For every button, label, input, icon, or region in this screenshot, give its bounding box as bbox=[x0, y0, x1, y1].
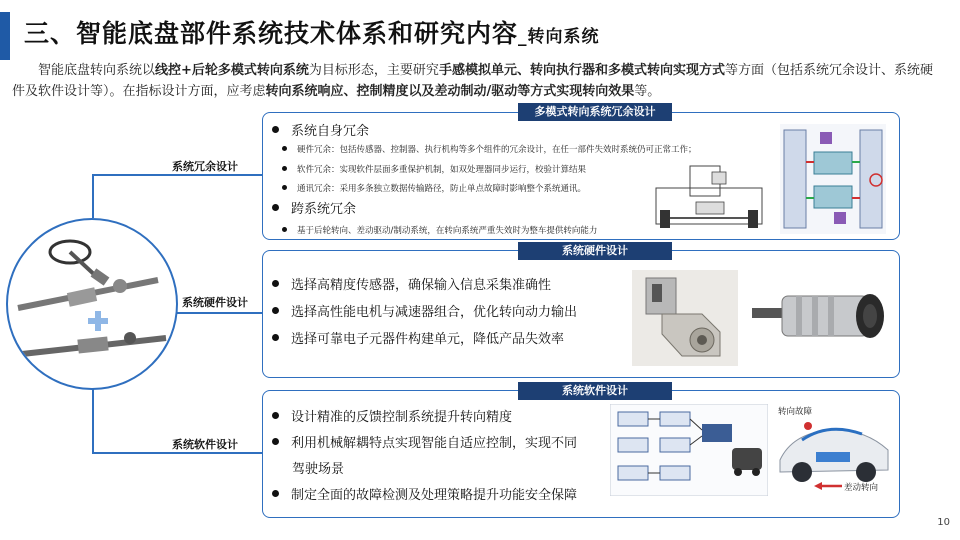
software-bullet-3-text: 制定全面的故障检测及处理策略提升功能安全保障 bbox=[291, 488, 578, 503]
software-bullet-2-text: 利用机械解耦特点实现智能自适应控制，实现不同 bbox=[291, 436, 578, 451]
redundancy-architecture-diagram bbox=[650, 158, 768, 232]
page-title bbox=[24, 14, 600, 50]
redundancy-item-software bbox=[282, 163, 586, 175]
redundancy-bullet-self bbox=[272, 120, 369, 139]
hardware-bullet-3-text: 选择可靠电子元器件构建单元，降低产品失效率 bbox=[291, 332, 565, 347]
rear-steering-rack-icon bbox=[22, 332, 166, 354]
redundancy-bullet-cross bbox=[272, 198, 356, 217]
steering-rack-icon bbox=[18, 279, 158, 308]
hardware-bullet-2-text: 选择高性能电机与减速器组合，优化转向动力输出 bbox=[291, 305, 578, 320]
car-label-fault: 转向故障 bbox=[778, 407, 813, 417]
redundancy-item-communication-text: 通讯冗余：采用多条独立数据传输路径，防止单点故障时影响整个系统通讯。 bbox=[297, 184, 587, 194]
intro-bold-3: 转向系统响应、控制精度以及差动制动/驱动等方式实现转向效果 bbox=[265, 84, 635, 99]
hardware-bullet-1 bbox=[272, 274, 551, 293]
intro-paragraph bbox=[12, 60, 942, 102]
intro-text-4: 等。 bbox=[634, 84, 661, 99]
hardware-bullet-1-text: 选择高精度传感器，确保输入信息采集准确性 bbox=[291, 278, 552, 293]
software-bullet-1 bbox=[272, 406, 512, 425]
page-title-suffix: _转向系统 bbox=[518, 27, 600, 47]
intro-text-2: 为目标形态，主要研究 bbox=[308, 63, 439, 78]
redundancy-item-hardware bbox=[282, 143, 697, 155]
redundancy-schematic-diagram bbox=[780, 124, 886, 234]
panel-redundancy-title: 多模式转向系统冗余设计 bbox=[518, 103, 672, 121]
redundancy-bullet-self-text: 系统自身冗余 bbox=[291, 124, 370, 139]
redundancy-item-cross bbox=[282, 224, 597, 236]
intro-text-3: 等方面（包括系统冗余设计、系统硬件及软件设计等）。在指标设计方面，应考虑 bbox=[12, 63, 933, 99]
intro-bold-1: 线控+后轮多模式转向系统 bbox=[155, 63, 309, 78]
hardware-bullet-3 bbox=[272, 328, 564, 347]
panel-software-title: 系统软件设计 bbox=[518, 382, 672, 400]
car-label-diff: 差动转向 bbox=[844, 483, 879, 493]
redundancy-item-hardware-text: 硬件冗余：包括传感器、控制器、执行机构等多个组件的冗余设计，在任一部件失效时系统仍可正常工作； bbox=[297, 145, 697, 155]
car-steering-illustration bbox=[772, 400, 896, 498]
branch-software bbox=[92, 452, 262, 454]
panel-hardware-title: 系统硬件设计 bbox=[518, 242, 672, 260]
hardware-bullet-2 bbox=[272, 301, 577, 320]
software-bullet-3 bbox=[272, 484, 577, 503]
branch-redundancy bbox=[92, 174, 262, 176]
software-bullet-2-cont: 驾驶场景 bbox=[292, 462, 345, 477]
intro-text-1: 智能底盘转向系统以 bbox=[38, 63, 156, 78]
branch-hardware bbox=[174, 312, 262, 314]
redundancy-bullet-cross-text: 跨系统冗余 bbox=[291, 202, 357, 217]
category-software-label: 系统软件设计 bbox=[172, 438, 238, 451]
redundancy-item-software-text: 软件冗余：实现软件层面多重保护机制，如双处理器同步运行，校验计算结果 bbox=[297, 165, 587, 175]
steering-wheel-icon bbox=[50, 241, 109, 286]
control-block-diagram bbox=[610, 404, 768, 496]
redundancy-item-communication bbox=[282, 182, 586, 194]
tree-stem-top bbox=[92, 174, 94, 218]
page-title-main: 三、智能底盘部件系统技术体系和研究内容 bbox=[24, 19, 519, 48]
steering-components-image bbox=[6, 218, 178, 390]
intro-bold-2: 手感模拟单元、转向执行器和多模式转向实现方式 bbox=[438, 63, 725, 78]
software-bullet-1-text: 设计精准的反馈控制系统提升转向精度 bbox=[291, 410, 513, 425]
tree-stem-bottom bbox=[92, 386, 94, 452]
steering-motor-photo bbox=[752, 286, 892, 350]
category-hardware-label: 系统硬件设计 bbox=[182, 296, 248, 309]
steering-controller-photo bbox=[632, 270, 738, 366]
category-redundancy-label: 系统冗余设计 bbox=[172, 160, 238, 173]
redundancy-item-cross-text: 基于后轮转向、差动驱动/制动系统，在转向系统严重失效时为整车提供转向能力 bbox=[297, 226, 598, 236]
title-accent-bar bbox=[0, 12, 10, 60]
page-number: 10 bbox=[937, 517, 950, 528]
software-bullet-2 bbox=[272, 432, 577, 451]
